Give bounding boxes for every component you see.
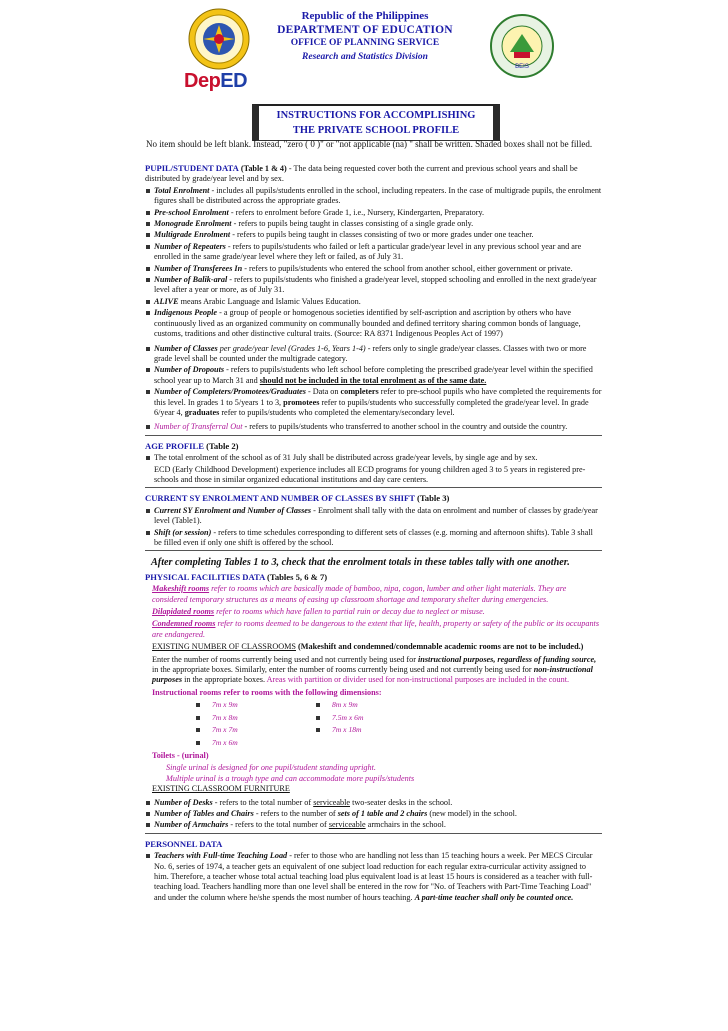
svg-text:BEIS: BEIS <box>515 64 529 70</box>
divider <box>145 487 602 488</box>
list-item: The total enrolment of the school as of 31 July shall be distributed across grade/year levels, by single age and by sex. <box>145 453 602 463</box>
dimension-item: 7m x 6m <box>194 738 314 748</box>
list-item: ALIVE means Arabic Language and Islamic Values Education. <box>145 297 602 307</box>
list-item: Number of Transferral Out - refers to pupils/students who transferred to another school in the country and outside the country. <box>145 422 602 432</box>
dimension-item: 7.5m x 6m <box>314 713 434 723</box>
dimension-item: 7m x 18m <box>314 725 434 735</box>
list-item: Multigrade Enrolment - refers to pupils being taught in classes consisting of two or more grades under one teacher. <box>145 230 602 240</box>
dimensions-list <box>152 700 602 748</box>
republic-line: Republic of the Philippines <box>301 10 429 22</box>
list-item: Teachers with Full-time Teaching Load - refer to those who are handling not less than 15 teaching hours a week. Per MECS Circular No. 6, series of 1974, a teacher gets an equivalent of one subject load reduction for each regular extra-curricular activity assigned to him. Therefore, a teacher whose total actual teaching load plus equivalent load is at least 15 hours is considered as a teacher with full-teaching load. Teachers handling more than one level shall be entered in the row for "No. of Teachers with Part-Time Teaching Load" and under the column where he/she spends the most number of hours teaching. A part-time teacher shall only be counted once. <box>145 851 602 903</box>
existing-classrooms: EXISTING NUMBER OF CLASSROOMS (Makeshift and condemned/condemnable academic rooms are not to be included.) <box>152 642 584 652</box>
title-box <box>252 104 500 141</box>
dimension-item: 8m x 9m <box>314 700 434 710</box>
furniture-heading: EXISTING CLASSROOM FURNITURE <box>152 784 290 794</box>
pupil-heading-sub: (Table 1 & 4) <box>240 164 287 173</box>
dilapidated-def: Dilapidated rooms refer to rooms which have fallen to partial ruin or decay due to neglect or misuse. <box>152 607 485 617</box>
toilets-heading: Toilets - (urinal) <box>152 750 209 760</box>
list-item: Total Enrolment - includes all pupils/students enrolled in the school, including repeaters. In the case of multigrade pupils, the enrolment figures shall be distributed across the appropriate grades. <box>145 186 602 207</box>
pupil-heading: PUPIL/STUDENT DATA <box>145 163 239 173</box>
division-line: Research and Statistics Division <box>302 51 428 62</box>
physical-heading: PHYSICAL FACILITIES DATA (Tables 5, 6 & 7) <box>145 571 328 582</box>
physical-box <box>145 584 602 794</box>
list-item: Number of Transferees In - refers to pupils/students who entered the school from another school, either government or private. <box>145 264 602 274</box>
list-item: Current SY Enrolment and Number of Classes - Enrolment shall tally with the data on enrolment and number of classes by grade/year level (Table1). <box>145 506 602 527</box>
age-ecd: ECD (Early Childhood Development) experience includes all ECD programs for young children aged 3 to 5 years in registered pre-schools and those in similar organized educational institutions and day care centers. <box>154 464 586 484</box>
page-header <box>0 0 728 100</box>
department-line: DEPARTMENT OF EDUCATION <box>277 23 453 36</box>
title-line-1: INSTRUCTIONS FOR ACCOMPLISHING <box>276 110 476 121</box>
dimensions-heading: Instructional rooms refer to rooms with the following dimensions: <box>152 687 382 697</box>
deped-logo: DepED <box>184 70 248 92</box>
list-item: Number of Repeaters - refers to pupils/students who failed or left a particular grade/year level in any previous school year and are enrolled in the same grade/year level where they left or failed, as of July 31. <box>145 242 602 263</box>
dimension-item: 7m x 9m <box>194 700 314 710</box>
toilets-line-1: Single urinal is designed for one pupil/student standing upright. <box>166 763 376 773</box>
instructions-body <box>145 163 602 904</box>
divider <box>145 435 602 436</box>
list-item: Number of Tables and Chairs - refers to the number of sets of 1 table and 2 chairs (new model) in the school. <box>145 809 602 819</box>
list-item: Pre-school Enrolment - refers to enrolment before Grade 1, i.e., Nursery, Kindergarten, Preparatory. <box>145 208 602 218</box>
makeshift-def: Makeshift rooms refer to rooms which are basically made of bamboo, nipa, cogon, lumber and other light materials. They are considered temporary structures as a means of easing up classroom shortage and temporary shelter during emergencies. <box>152 584 567 604</box>
header-text <box>250 10 480 64</box>
list-item: Number of Dropouts - refers to pupils/students who left school before completing the prescribed grade/year level within the specified school year up to March 31 and should not be included in the total enrolment as of the same date. <box>145 365 602 386</box>
title-line-2: THE PRIVATE SCHOOL PROFILE <box>292 125 460 136</box>
toilets-line-2: Multiple urinal is a trough type and can accommodate more pupils/students <box>166 773 415 783</box>
deped-seal-icon <box>188 8 250 70</box>
divider <box>145 833 602 834</box>
list-item: Number of Desks - refers to the total number of serviceable two-seater desks in the school. <box>145 798 602 808</box>
current-heading: CURRENT SY ENROLMENT AND NUMBER OF CLASSES BY SHIFT (Table 3) <box>145 493 450 504</box>
list-item: Number of Armchairs - refers to the total number of serviceable armchairs in the school. <box>145 820 602 830</box>
age-heading: AGE PROFILE (Table 2) <box>145 440 239 451</box>
list-item: Shift (or session) - refers to time schedules corresponding to different sets of classes (e.g. morning and afternoon shifts). Table 3 shall be filled even if only one shift is offered by the school. <box>145 528 602 549</box>
enter-instructions: Enter the number of rooms currently being used and not currently being used for instructional purposes, regardless of funding source, in the appropriate boxes. Similarly, enter the number of rooms currently being used and not currently being used for non-instructional purposes in the appropriate boxes. Areas with partition or divider used for non-instructional purposes are included in the count. <box>152 654 597 685</box>
list-item: Number of Completers/Promotees/Graduates - Data on completers refer to pre-school pupils who have completed the requirements for this level. In grades 1 to 5/years 1 to 3, promotees refer to pupils/students who successfully completed the grade/year level. In grade 6/year 4, graduates refer to pupils/students who completed the elementary/secondary level. <box>145 387 602 418</box>
dimension-item: 7m x 8m <box>194 713 314 723</box>
tally-reminder: After completing Tables 1 to 3, check that the enrolment totals in these tables tally with one another. <box>151 557 570 569</box>
personnel-heading: PERSONNEL DATA <box>145 838 223 849</box>
beis-seal-icon <box>490 14 554 78</box>
pupil-intro: PUPIL/STUDENT DATA (Table 1 & 4) - The data being requested cover both the current and previous school years and shall be distributed by grade/year level and by sex. <box>145 163 578 184</box>
condemned-def: Condemned rooms refer to rooms deemed to be dangerous to the extent that life, health, property or safety of the public or its occupants are endangered. <box>152 619 600 639</box>
list-item: Monograde Enrolment - refers to pupils being taught in classes consisting of a single grade only. <box>145 219 602 229</box>
dimension-item: 7m x 7m <box>194 725 314 735</box>
list-item: Number of Balik-aral - refers to pupils/students who finished a grade/year level, stopped schooling and enrolled in the next grade/year level after a year or more, as of July 31. <box>145 275 602 296</box>
divider <box>145 550 602 551</box>
office-line: OFFICE OF PLANNING SERVICE <box>290 38 440 48</box>
list-item: Number of Classes per grade/year level (Grades 1-6, Years 1-4) - refers only to single grade/year classes. Classes with two or more grade level shall be counted under the multigrade category. <box>145 344 602 365</box>
list-item: Indigenous People - a group of people or homogenous societies identified by self-ascription and ascription by others who have continuously lived as an organized community on communally bounded and defined territory sharing common bonds of language, customs, traditions and other distinctive cultural traits. (Source: RA 8371 Indigenous Peoples Act of 1997) <box>145 308 602 339</box>
general-note: No item should be left blank. Instead, "zero ( 0 )" or "not applicable (na) " shall be written. Shaded boxes shall not be filled. <box>146 139 593 149</box>
